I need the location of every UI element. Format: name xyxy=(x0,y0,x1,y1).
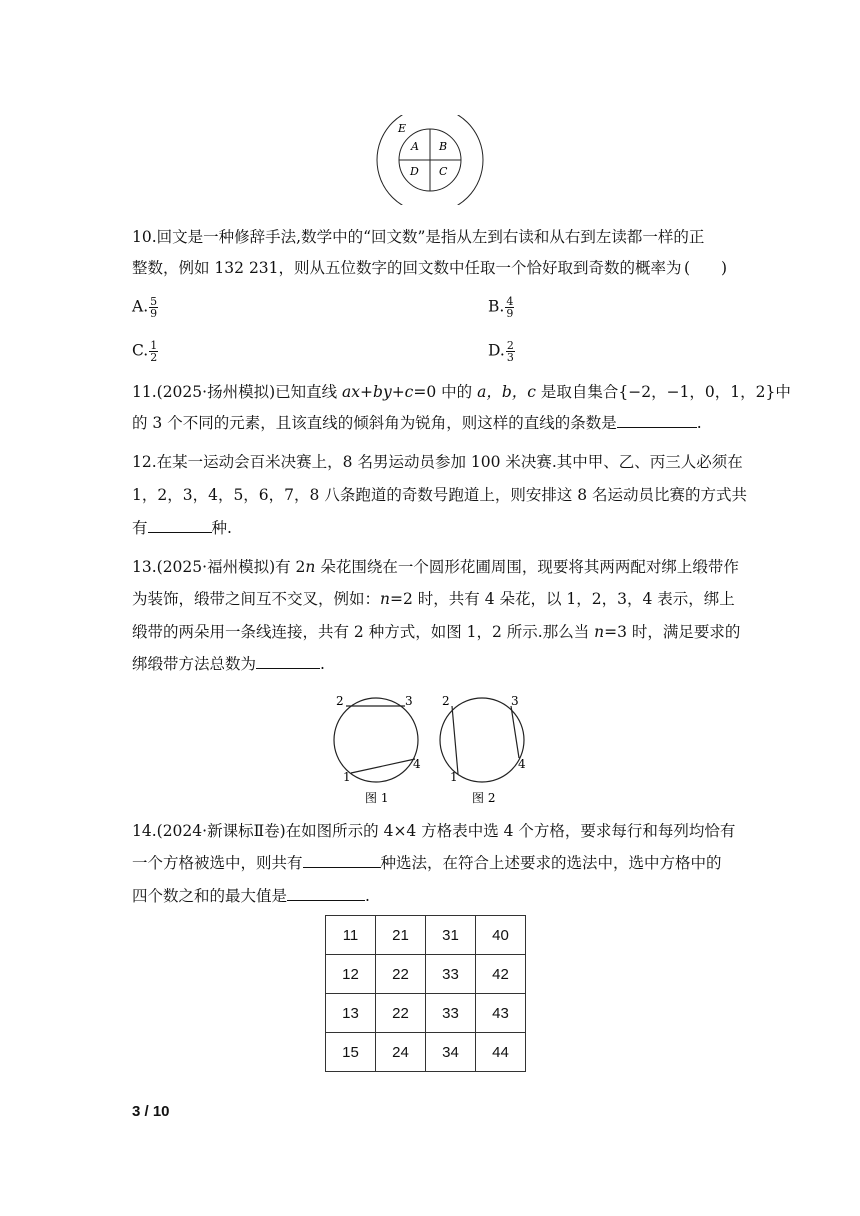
table-row xyxy=(326,916,526,955)
number-grid-table xyxy=(325,915,526,1072)
fig1-point-1: 1 xyxy=(343,770,351,784)
q14-text-2a: 一个方格被选中，则共有 xyxy=(132,854,303,872)
table-row xyxy=(326,994,526,1033)
numerator: 4 xyxy=(506,295,514,308)
q10-line2-text: 整数，例如 132 231，则从五位数字的回文数中任取一个恰好取到奇数的概率为 xyxy=(132,259,682,277)
figure-1 xyxy=(330,690,430,810)
table-row xyxy=(326,1033,526,1072)
q14-text-3: 四个数之和的最大值是 xyxy=(132,887,288,905)
table-cell: 33 xyxy=(426,955,476,994)
q14-end: . xyxy=(365,887,370,905)
q11-text-1: 11.(2025·扬州模拟)已知直线 xyxy=(132,383,343,401)
q10-line2 xyxy=(132,258,682,278)
table-cell: 43 xyxy=(476,994,526,1033)
q11-line2 xyxy=(132,413,702,433)
fig2-point-2: 2 xyxy=(442,694,450,708)
option-label: C. xyxy=(132,341,149,360)
q10-option-c xyxy=(132,340,158,363)
fraction xyxy=(505,296,514,319)
q11-text-4: 的 3 个不同的元素，且该直线的倾斜角为锐角，则这样的直线的条数是 xyxy=(132,414,617,432)
page-number: 3 / 10 xyxy=(132,1103,170,1120)
q11-text-3: 是取自集合{−2，−1，0，1，2}中 xyxy=(535,383,791,401)
q14-answer-blank-2[interactable] xyxy=(287,886,365,901)
table-cell: 13 xyxy=(326,994,376,1033)
q10-option-b xyxy=(488,296,514,319)
label-b: B xyxy=(439,140,448,153)
q14-line1: 14.(2024·新课标Ⅱ卷)在如图所示的 4×4 方格表中选 4 个方格，要求每行和每列均恰有 xyxy=(132,822,736,840)
q11-equation: ax+by+c xyxy=(342,383,414,401)
q10-paren: ( ) xyxy=(684,259,728,277)
denominator: 2 xyxy=(150,351,158,364)
option-label: D. xyxy=(488,341,505,360)
table-cell: 12 xyxy=(326,955,376,994)
q10-option-d xyxy=(488,340,515,363)
fig1-chord-1-4 xyxy=(351,759,415,773)
q10-line1: 10.回文是一种修辞手法,数学中的“回文数”是指从左到右读和从右到左读都一样的正 xyxy=(132,228,705,246)
table-cell: 42 xyxy=(476,955,526,994)
q13-line3 xyxy=(132,622,740,642)
denominator: 9 xyxy=(150,307,158,320)
q13-text-3b: =3 时，满足要求的 xyxy=(604,623,741,641)
q10-option-a xyxy=(132,296,158,319)
fig2-point-3: 3 xyxy=(511,694,519,708)
q13-var-n: n xyxy=(594,623,605,641)
q13-var-n: n xyxy=(305,558,316,576)
q11-variables: a，b，c xyxy=(477,383,536,401)
fig2-point-4: 4 xyxy=(518,757,526,771)
q11-line1 xyxy=(132,382,791,402)
q13-line4 xyxy=(132,654,325,674)
q13-text-1b: 朵花围绕在一个圆形花圃周围，现要将其两两配对绑上缎带作 xyxy=(315,558,739,576)
label-c: C xyxy=(439,165,448,178)
fig1-point-2: 2 xyxy=(336,694,344,708)
q13-end: . xyxy=(320,655,325,673)
table-cell: 22 xyxy=(376,955,426,994)
table-cell: 33 xyxy=(426,994,476,1033)
q12-text-b: 种. xyxy=(211,519,232,537)
q12-line3 xyxy=(132,518,232,538)
fraction xyxy=(506,340,515,363)
q11-end: . xyxy=(696,414,702,432)
q13-answer-blank[interactable] xyxy=(256,654,320,669)
numerator: 1 xyxy=(150,339,158,352)
q14-text-2b: 种选法，在符合上述要求的选法中，选中方格中的 xyxy=(380,854,722,872)
denominator: 3 xyxy=(506,351,514,364)
q12-text-a: 有 xyxy=(132,519,148,537)
table-cell: 24 xyxy=(376,1033,426,1072)
q13-text-1a: 13.(2025·福州模拟)有 2 xyxy=(132,558,306,576)
fig1-point-4: 4 xyxy=(413,757,421,771)
option-label: B. xyxy=(488,297,505,316)
fig1-point-3: 3 xyxy=(405,694,413,708)
q13-text-4: 绑缎带方法总数为 xyxy=(132,655,257,673)
table-cell: 34 xyxy=(426,1033,476,1072)
figure-2 xyxy=(436,690,536,810)
option-label: A. xyxy=(132,297,149,316)
q12-line1: 12.在某一运动会百米决赛上，8 名男运动员参加 100 米决赛.其中甲、乙、丙三人必须在 xyxy=(132,453,743,471)
q14-answer-blank-1[interactable] xyxy=(303,853,381,868)
q14-line2 xyxy=(132,853,722,873)
q11-text-2: =0 中的 xyxy=(413,383,478,401)
table-cell: 21 xyxy=(376,916,426,955)
table-cell: 15 xyxy=(326,1033,376,1072)
circle-diagram xyxy=(374,115,486,205)
q14-line3 xyxy=(132,886,370,906)
denominator: 9 xyxy=(506,307,514,320)
q13-text-2b: =2 时，共有 4 朵花，以 1，2，3，4 表示，绑上 xyxy=(390,590,735,608)
fig2-caption: 图 2 xyxy=(472,791,496,805)
table-cell: 31 xyxy=(426,916,476,955)
numerator: 5 xyxy=(150,295,158,308)
table-cell: 40 xyxy=(476,916,526,955)
q13-text-2a: 为装饰，缎带之间互不交叉，例如： xyxy=(132,590,381,608)
fig1-caption: 图 1 xyxy=(365,791,389,805)
label-d: D xyxy=(410,165,419,178)
q13-text-3a: 缎带的两朵用一条线连接，共有 2 种方式，如图 1，2 所示.那么当 xyxy=(132,623,595,641)
q12-line2: 1，2，3，4，5，6，7，8 八条跑道的奇数号跑道上，则安排这 8 名运动员比赛的方式共 xyxy=(132,486,748,504)
label-a: A xyxy=(411,140,419,153)
fig2-chord-1-2 xyxy=(452,706,458,774)
numerator: 2 xyxy=(506,339,514,352)
q11-answer-blank[interactable] xyxy=(617,413,697,428)
table-cell: 22 xyxy=(376,994,426,1033)
q13-line1 xyxy=(132,557,739,577)
fig2-point-1: 1 xyxy=(450,770,458,784)
fraction xyxy=(149,296,158,319)
q13-line2 xyxy=(132,589,735,609)
table-row xyxy=(326,955,526,994)
label-e: E xyxy=(398,122,407,135)
fraction xyxy=(149,340,158,363)
table-cell: 44 xyxy=(476,1033,526,1072)
q13-var-n: n xyxy=(380,590,390,608)
table-cell: 11 xyxy=(326,916,376,955)
q12-answer-blank[interactable] xyxy=(148,518,212,533)
